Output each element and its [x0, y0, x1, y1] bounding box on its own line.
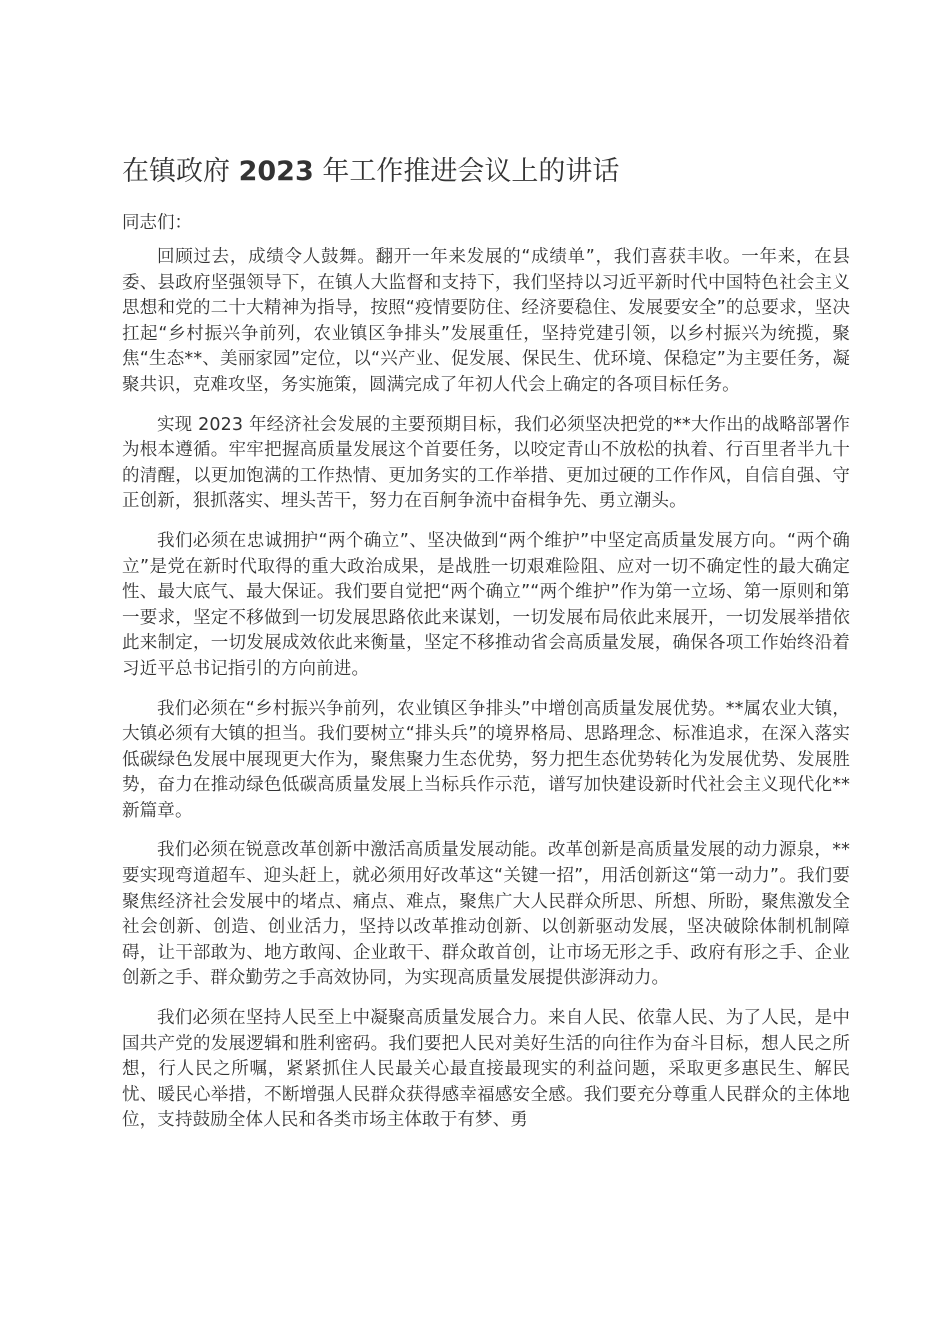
paragraph-2: 实现 2023 年经济社会发展的主要预期目标，我们必须坚决把党的**大作出的战略部署作为根本遵循。牢牢把握高质量发展这个首要任务，以咬定青山不放松的执着、行百里者半九十的清醒，以更加饱满的工作热情、更加务实的工作举措、更加过硬的工作作风，自信自强、守正创新，狠抓落实、埋头苦干，努力在百舸争流中奋楫争先、勇立潮头。	[122, 414, 850, 512]
paragraph-1: 回顾过去，成绩令人鼓舞。翻开一年来发展的“成绩单”，我们喜获丰收。一年来，在县委、县政府坚强领导下，在镇人大监督和支持下，我们坚持以习近平新时代中国特色社会主义思想和党的二十大精神为指导，按照“疫情要防住、经济要稳住、发展要安全”的总要求，坚决扛起“乡村振兴争前列，农业镇区争排头”发展重任，坚持党建引领，以乡村振兴为统揽，聚焦“生态**、美丽家园”定位，以“兴产业、促发展、保民生、优环境、保稳定”为主要任务，凝聚共识，克难攻坚，务实施策，圆满完成了年初人代会上确定的各项目标任务。	[122, 247, 850, 395]
title-suffix: 年工作推进会议上的讲话	[322, 156, 620, 187]
paragraph-3: 我们必须在忠诚拥护“两个确立”、坚决做到“两个维护”中坚定高质量发展方向。“两个确立”是党在新时代取得的重大政治成果，是战胜一切艰难险阻、应对一切不确定性的最大确定性、最大底气、最大保证。我们要自觉把“两个确立”“两个维护”作为第一立场、第一原则和第一要求，坚定不移做到一切发展思路依此来谋划，一切发展布局依此来展开，一切发展举措依此来制定，一切发展成效依此来衡量，坚定不移推动省会高质量发展，确保各项工作始终沿着习近平总书记指引的方向前进。	[122, 530, 850, 679]
salutation: 同志们：	[122, 213, 192, 233]
paragraph-6: 我们必须在坚持人民至上中凝聚高质量发展合力。来自人民、依靠人民、为了人民，是中国共产党的发展逻辑和胜利密码。我们要把人民对美好生活的向往作为奋斗目标，想人民之所想，行人民之所嘱，紧紧抓住人民最关心最直接最现实的利益问题，采取更多惠民生、解民忧、暖民心举措，不断增强人民群众获得感幸福感安全感。我们要充分尊重人民群众的主体地位，支持鼓励全体人民和各类市场主体敢于有梦、勇	[122, 1008, 850, 1131]
paragraph-4: 我们必须在“乡村振兴争前列，农业镇区争排头”中增创高质量发展优势。**属农业大镇，大镇必须有大镇的担当。我们要树立“排头兵”的境界格局、思路理念、标准追求，在深入落实低碳绿色发展中展现更大作为，聚焦聚力生态优势，努力把生态优势转化为发展优势、发展胜势，奋力在推动绿色低碳高质量发展上当标兵作示范，谱写加快建设新时代社会主义现代化**新篇章。	[122, 698, 850, 821]
paragraph-5: 我们必须在锐意改革创新中激活高质量发展动能。改革创新是高质量发展的动力源泉，**要实现弯道超车、迎头赶上，就必须用好改革这“关键一招”，用活创新这“第一动力”。我们要聚焦经济社会发展中的堵点、痛点、难点，聚焦广大人民群众所思、所想、所盼，聚焦激发全社会创新、创造、创业活力，坚持以改革推动创新、以创新驱动发展，坚决破除体制机制障碍，让干部敢为、地方敢闯、企业敢干、群众敢首创，让市场无形之手、政府有形之手、企业创新之手、群众勤劳之手高效协同，为实现高质量发展提供澎湃动力。	[122, 840, 850, 989]
document-body	[122, 245, 850, 1148]
document-title	[122, 152, 842, 192]
title-year: 2023	[238, 156, 314, 187]
title-prefix: 在镇政府	[122, 156, 230, 187]
